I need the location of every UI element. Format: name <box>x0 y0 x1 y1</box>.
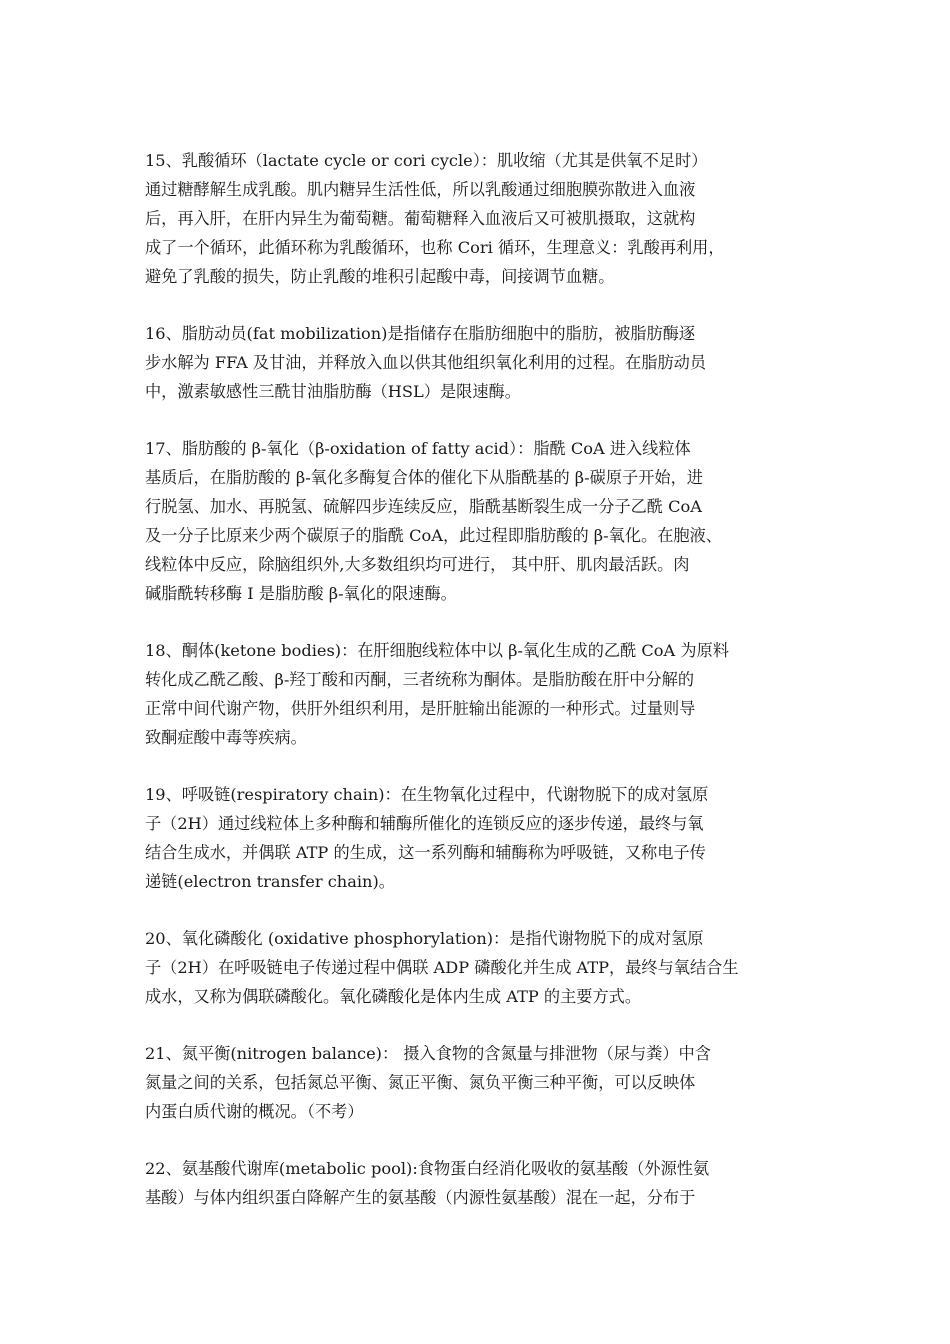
text-line: 18、酮体(ketone bodies)：在肝细胞线粒体中以 β-氧化生成的乙酰 CoA 为原料 <box>145 641 729 660</box>
text-line: 通过糖酵解生成乳酸。肌内糖异生活性低，所以乳酸通过细胞膜弥散进入血液 <box>145 180 696 199</box>
text-line: 基质后，在脂肪酸的 β-氧化多酶复合体的催化下从脂酰基的 β-碳原子开始，进 <box>145 468 703 487</box>
text-line: 20、氧化磷酸化 (oxidative phosphorylation)：是指代谢物脱下的成对氢原 <box>145 929 704 948</box>
text-line: 基酸）与体内组织蛋白降解产生的氨基酸（内源性氨基酸）混在一起，分布于 <box>145 1188 696 1207</box>
text-line: 成水，又称为偶联磷酸化。氧化磷酸化是体内生成 ATP 的主要方式。 <box>145 987 642 1006</box>
text-line: 内蛋白质代谢的概况。（不考） <box>145 1102 364 1121</box>
text-line: 行脱氢、加水、再脱氢、硫解四步连续反应，脂酰基断裂生成一分子乙酰 CoA <box>145 497 702 516</box>
paragraph-respiratory-chain <box>145 780 810 896</box>
text-line: 19、呼吸链(respiratory chain)：在生物氧化过程中，代谢物脱下的成对氢原 <box>145 785 709 804</box>
text-line: 致酮症酸中毒等疾病。 <box>145 728 307 747</box>
paragraph-fat-mobilization <box>145 319 810 406</box>
text-line: 正常中间代谢产物，供肝外组织利用，是肝脏输出能源的一种形式。过量则导 <box>145 699 696 718</box>
paragraph-metabolic-pool <box>145 1154 810 1212</box>
text-line: 及一分子比原来少两个碳原子的脂酰 CoA，此过程即脂肪酸的 β-氧化。在胞液、 <box>145 526 722 545</box>
text-line: 避免了乳酸的损失，防止乳酸的堆积引起酸中毒，间接调节血糖。 <box>145 267 615 286</box>
text-line: 17、脂肪酸的 β-氧化（β-oxidation of fatty acid）：脂酰 CoA 进入线粒体 <box>145 439 691 458</box>
paragraph-oxidative-phosphorylation <box>145 924 810 1011</box>
text-line: 16、脂肪动员(fat mobilization)是指储存在脂肪细胞中的脂肪，被脂肪酶逐 <box>145 324 696 343</box>
paragraph-nitrogen-balance <box>145 1039 810 1126</box>
text-line: 中，激素敏感性三酰甘油脂肪酶（HSL）是限速酶。 <box>145 382 521 401</box>
text-line: 碱脂酰转移酶 I 是脂肪酸 β-氧化的限速酶。 <box>145 584 457 603</box>
document-page <box>145 146 810 1240</box>
text-line: 子（2H）在呼吸链电子传递过程中偶联 ADP 磷酸化并生成 ATP，最终与氧结合生 <box>145 958 739 977</box>
paragraph-lactate-cycle <box>145 146 810 291</box>
text-line: 步水解为 FFA 及甘油，并释放入血以供其他组织氧化利用的过程。在脂肪动员 <box>145 353 707 372</box>
text-line: 后，再入肝，在肝内异生为葡萄糖。葡萄糖释入血液后又可被肌摄取，这就构 <box>145 209 696 228</box>
paragraph-beta-oxidation <box>145 434 810 608</box>
text-line: 21、氮平衡(nitrogen balance)： 摄入食物的含氮量与排泄物（尿与粪）中含 <box>145 1044 711 1063</box>
text-line: 转化成乙酰乙酸、β-羟丁酸和丙酮，三者统称为酮体。是脂肪酸在肝中分解的 <box>145 670 695 689</box>
text-line: 22、氨基酸代谢库(metabolic pool):食物蛋白经消化吸收的氨基酸（外源性氨 <box>145 1159 710 1178</box>
text-line: 成了一个循环，此循环称为乳酸循环，也称 Cori 循环，生理意义：乳酸再利用， <box>145 238 725 257</box>
text-line: 结合生成水，并偶联 ATP 的生成，这一系列酶和辅酶称为呼吸链，又称电子传 <box>145 843 706 862</box>
paragraph-ketone-bodies <box>145 636 810 752</box>
text-line: 15、乳酸循环（lactate cycle or cori cycle）：肌收缩（尤其是供氧不足时） <box>145 151 708 170</box>
text-line: 线粒体中反应，除脑组织外,大多数组织均可进行， 其中肝、肌肉最活跃。肉 <box>145 555 690 574</box>
text-line: 子（2H）通过线粒体上多种酶和辅酶所催化的连锁反应的逐步传递，最终与氧 <box>145 814 704 833</box>
text-line: 递链(electron transfer chain)。 <box>145 872 395 891</box>
text-line: 氮量之间的关系，包括氮总平衡、氮正平衡、氮负平衡三种平衡，可以反映体 <box>145 1073 696 1092</box>
